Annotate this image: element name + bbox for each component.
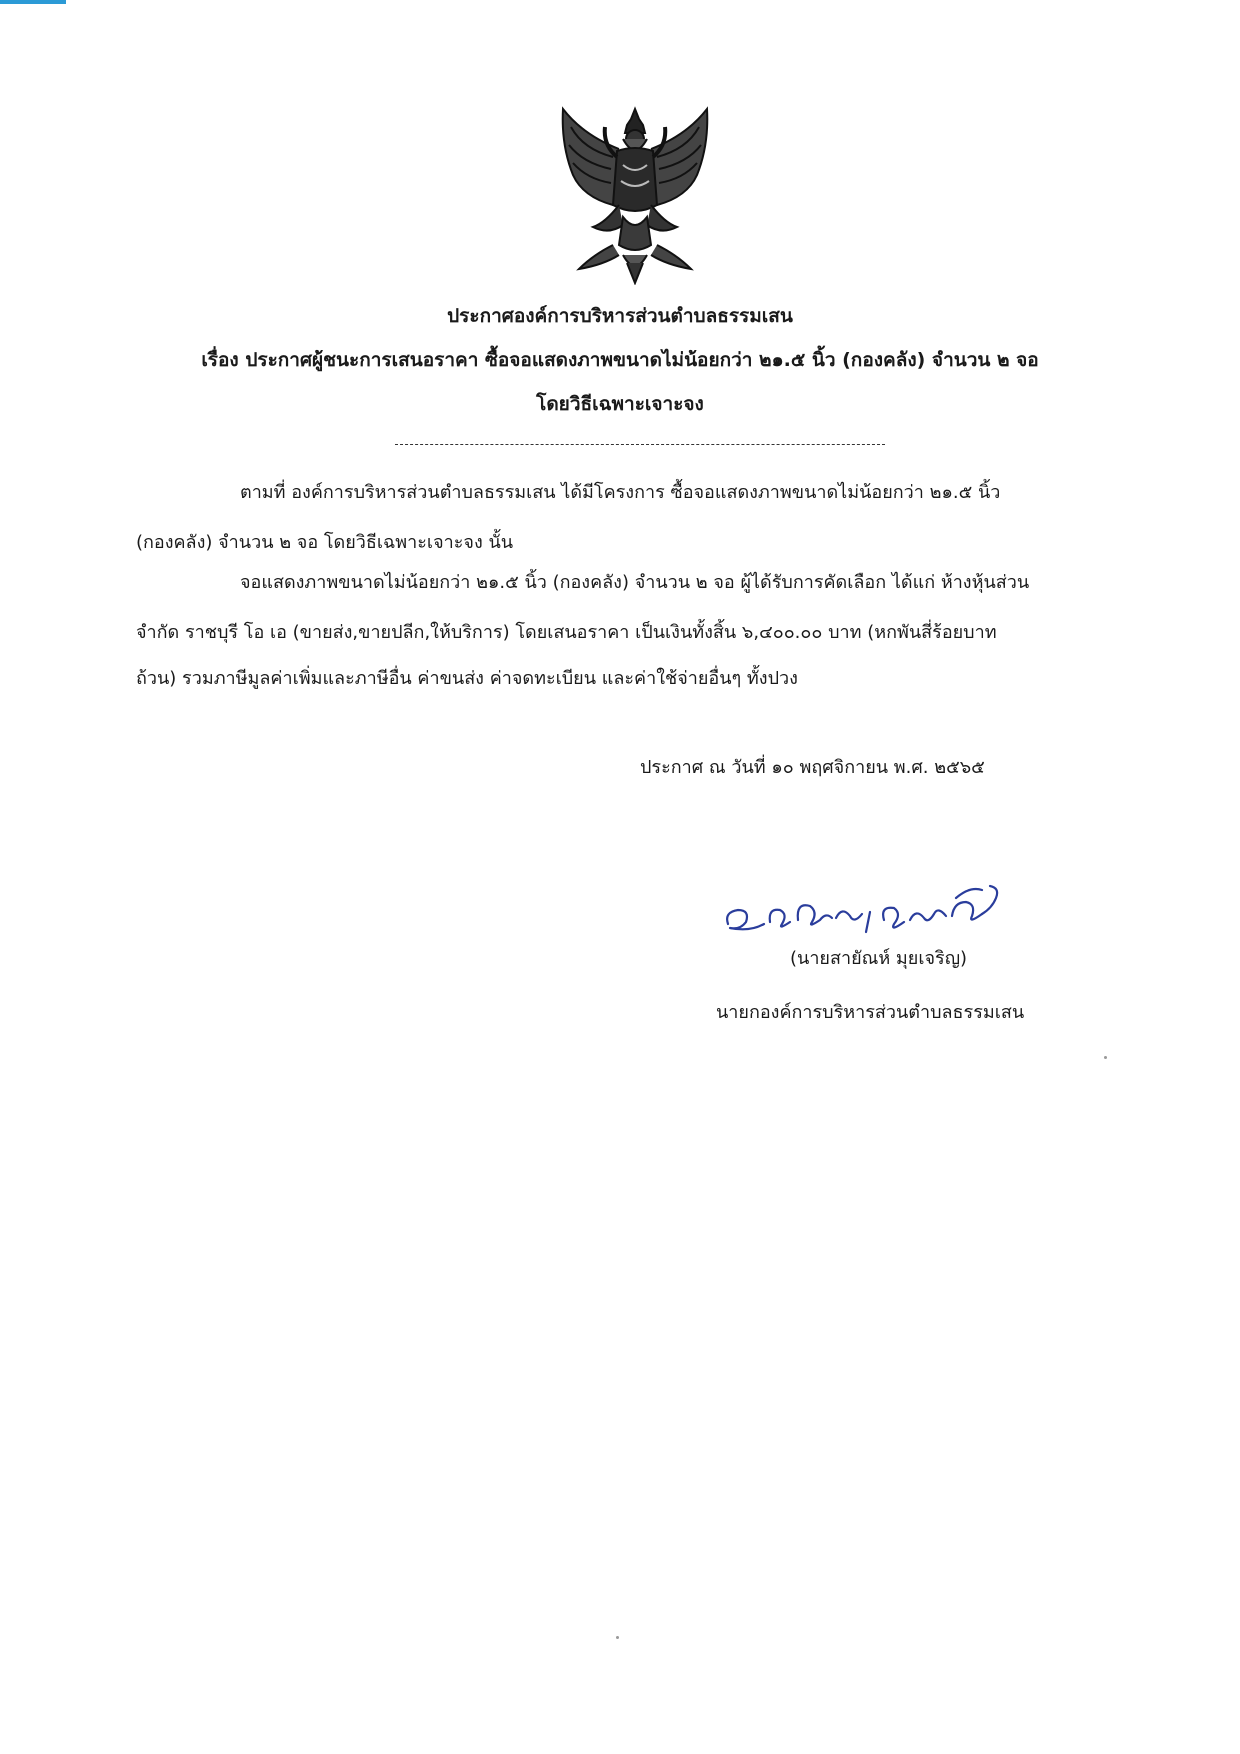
signer-title: นายกองค์การบริหารส่วนตำบลธรรมเสน <box>716 1002 1025 1023</box>
paragraph-2-line-1: จอแสดงภาพขนาดไม่น้อยกว่า ๒๑.๕ นิ้ว (กองคลัง) จำนวน ๒ จอ ผู้ได้รับการคัดเลือก ได้แก่ ห้างหุ้นส่วน <box>240 572 1030 593</box>
announcement-title: ประกาศองค์การบริหารส่วนตำบลธรรมเสน <box>447 305 793 327</box>
scan-speck <box>616 1636 619 1639</box>
paragraph-2-line-2: จำกัด ราชบุรี โอ เอ (ขายส่ง,ขายปลีก,ให้บริการ) โดยเสนอราคา เป็นเงินทั้งสิ้น ๖,๔๐๐.๐๐ บาท (หกพันสี่ร้อยบาท <box>136 622 997 643</box>
garuda-emblem-icon <box>553 105 718 285</box>
handwritten-signature <box>720 872 1005 942</box>
paragraph-1-line-2: (กองคลัง) จำนวน ๒ จอ โดยวิธีเฉพาะเจาะจง นั้น <box>136 532 514 553</box>
scan-speck <box>1104 1056 1107 1059</box>
signer-name: (นายสายัณห์ มุยเจริญ) <box>790 948 968 969</box>
dashed-divider <box>395 444 885 445</box>
paragraph-1-line-1: ตามที่ องค์การบริหารส่วนตำบลธรรมเสน ได้มีโครงการ ซื้อจอแสดงภาพขนาดไม่น้อยกว่า ๒๑.๕ นิ้ว <box>240 482 1001 503</box>
announcement-subject: เรื่อง ประกาศผู้ชนะการเสนอราคา ซื้อจอแสดงภาพขนาดไม่น้อยกว่า ๒๑.๕ นิ้ว (กองคลัง) จำนวน ๒ จอ <box>201 349 1039 371</box>
announcement-date: ประกาศ ณ วันที่ ๑๐ พฤศจิกายน พ.ศ. ๒๕๖๕ <box>640 757 985 778</box>
announcement-method: โดยวิธีเฉพาะเจาะจง <box>536 393 704 415</box>
paragraph-2-line-3: ถ้วน) รวมภาษีมูลค่าเพิ่มและภาษีอื่น ค่าขนส่ง ค่าจดทะเบียน และค่าใช้จ่ายอื่นๆ ทั้งปวง <box>136 668 798 689</box>
corner-mark <box>0 0 66 4</box>
